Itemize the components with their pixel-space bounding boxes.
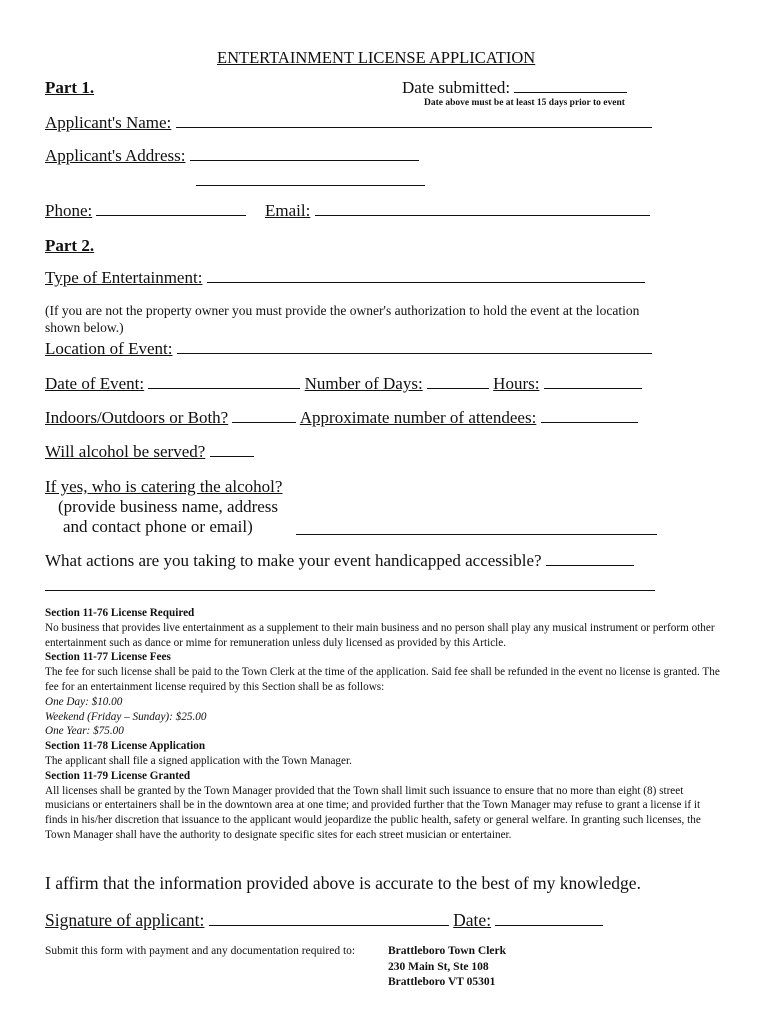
phone-label: Phone: — [45, 201, 93, 220]
indoors-attendees-row — [45, 408, 638, 428]
section-78-text: The applicant shall file a signed application with the Town Manager. — [45, 754, 352, 767]
section-77-title: Section 11-77 License Fees — [45, 651, 171, 664]
event-date-label: Date of Event: — [45, 374, 145, 393]
applicant-address-row — [45, 146, 419, 166]
location-label: Location of Event: — [45, 339, 173, 358]
alcohol-label: Will alcohol be served? — [45, 442, 206, 461]
location-field[interactable] — [177, 339, 652, 354]
owner-note-1: (If you are not the property owner you must provide the owner's authorization to hold the event at the location — [45, 303, 640, 318]
section-76-title: Section 11-76 License Required — [45, 607, 195, 619]
section-78-title: Section 11-78 License Application — [45, 740, 206, 753]
hours-label: Hours: — [493, 374, 540, 393]
attendees-field[interactable] — [541, 408, 638, 423]
fee-weekend: Weekend (Friday – Sunday): $25.00 — [45, 710, 207, 723]
catering-label: If yes, who is catering the alcohol? — [45, 477, 283, 496]
email-field[interactable] — [315, 201, 650, 216]
submit-address-1: Brattleboro Town Clerk — [388, 945, 506, 957]
date-submitted-row — [402, 78, 627, 98]
signature-date-label: Date: — [453, 910, 492, 930]
catering-field[interactable] — [296, 519, 657, 535]
type-row — [45, 268, 645, 288]
fee-one-year: One Year: $75.00 — [45, 725, 124, 738]
alcohol-row — [45, 442, 254, 462]
applicant-name-row — [45, 113, 652, 133]
submit-instructions: Submit this form with payment and any documentation required to: — [45, 945, 356, 957]
signature-row — [45, 910, 603, 931]
alcohol-field[interactable] — [210, 442, 254, 457]
ordinance-sections — [45, 606, 725, 843]
days-label: Number of Days: — [304, 374, 423, 393]
accessible-field-2[interactable] — [45, 576, 655, 591]
section-77-text: The fee for such license shall be paid to the Town Clerk at the time of the application. Said fee shall be refunded in the event no license is granted. The fee for an entertainment license required by this Section shall be as follows: — [45, 666, 720, 693]
submit-address-2: 230 Main St, Ste 108 — [388, 961, 489, 973]
catering-note-2: and contact phone or email) — [63, 517, 253, 536]
owner-note-2: shown below.) — [45, 320, 124, 335]
section-79-text: All licenses shall be granted by the Town Manager provided that the Town shall limit such issuance to ensure that no more than eight (8) street musicians or entertainers shall be in the downtown area at one time; and provided further that the Town Manager may refuse to grant a license if it finds in his/her discretion that issuance to the applicant would jeopardize the public health, safety or general welfare. In granting such licenses, the Town Manager shall have the authority to designate specific sites for each street musician or entertainer. — [45, 784, 701, 841]
indoors-field[interactable] — [232, 408, 296, 423]
affirm-statement: I affirm that the information provided above is accurate to the best of my knowledge. — [45, 873, 641, 893]
page-title: ENTERTAINMENT LICENSE APPLICATION — [217, 48, 536, 67]
section-79-title: Section 11-79 License Granted — [45, 769, 191, 782]
signature-date-field[interactable] — [495, 911, 603, 926]
submit-address-3: Brattleboro VT 05301 — [388, 976, 496, 988]
signature-field[interactable] — [209, 911, 449, 926]
email-label: Email: — [264, 201, 311, 220]
applicant-name-field[interactable] — [176, 113, 652, 128]
fee-one-day: One Day: $10.00 — [45, 695, 123, 708]
accessible-row — [45, 551, 634, 571]
attendees-label: Approximate number of attendees: — [299, 408, 537, 427]
applicant-name-label: Applicant's Name: — [45, 113, 172, 132]
date-days-hours-row — [45, 374, 642, 394]
applicant-address-label: Applicant's Address: — [45, 146, 186, 165]
part2-heading: Part 2. — [45, 236, 95, 255]
phone-field[interactable] — [96, 201, 246, 216]
date-note: Date above must be at least 15 days prior to event — [424, 98, 625, 108]
applicant-address-field-2[interactable] — [196, 170, 425, 186]
signature-label: Signature of applicant: — [45, 910, 205, 930]
type-label: Type of Entertainment: — [45, 268, 203, 287]
accessible-field-1[interactable] — [546, 551, 634, 566]
indoors-label: Indoors/Outdoors or Both? — [45, 408, 229, 427]
date-submitted-field[interactable] — [514, 78, 627, 93]
phone-email-row — [45, 201, 650, 221]
part1-heading: Part 1. — [45, 78, 95, 97]
date-submitted-label: Date submitted: — [402, 78, 511, 97]
type-field[interactable] — [207, 268, 645, 283]
days-field[interactable] — [427, 374, 489, 389]
location-row — [45, 339, 652, 359]
applicant-address-field-1[interactable] — [190, 146, 419, 161]
section-76-text: No business that provides live entertainment as a supplement to their main business and no person shall play any musical instrument or perform other entertainment such as dance or mime for remuneration unless duly licensed as provided by this Article. — [45, 621, 715, 649]
hours-field[interactable] — [544, 374, 642, 389]
event-date-field[interactable] — [148, 374, 300, 389]
accessible-label: What actions are you taking to make your event handicapped accessible? — [45, 551, 542, 570]
catering-note-1: (provide business name, address — [58, 497, 279, 516]
